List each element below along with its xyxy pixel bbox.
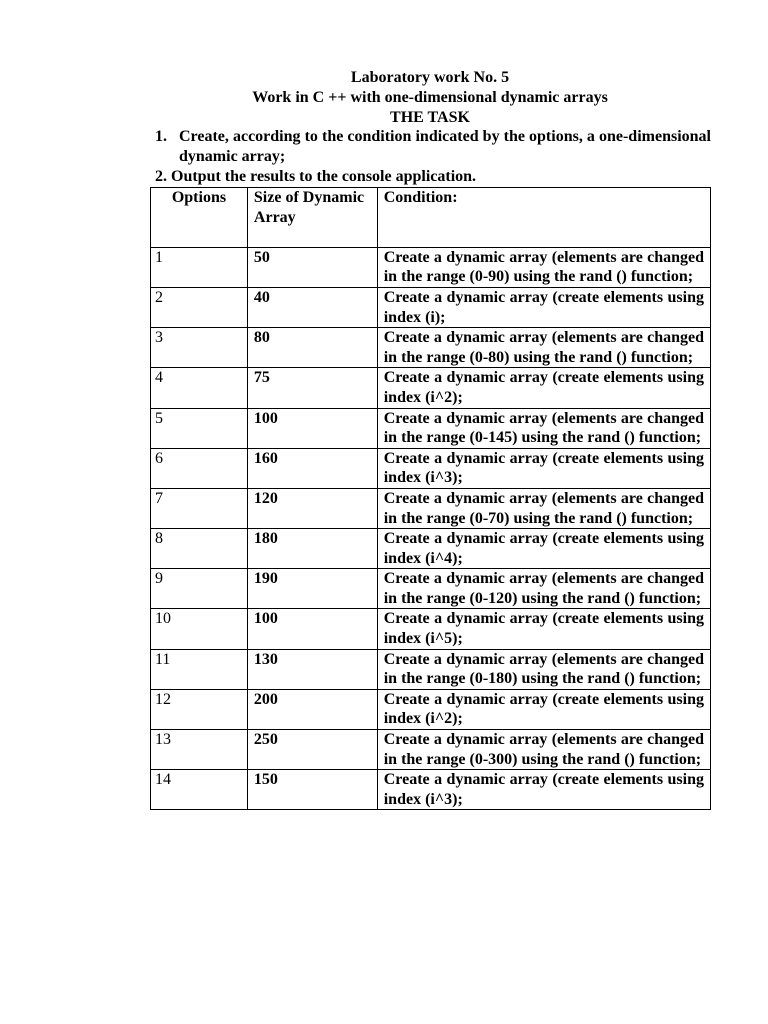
task-item-1-number: 1. xyxy=(155,128,167,145)
option-number-cell: 4 xyxy=(151,368,248,408)
table-row xyxy=(151,730,711,770)
array-size-cell: 80 xyxy=(247,328,377,368)
array-size-cell: 250 xyxy=(247,730,377,770)
array-size-cell: 100 xyxy=(247,408,377,448)
table-row xyxy=(151,408,711,448)
option-number-cell: 14 xyxy=(151,770,248,810)
array-size-cell: 180 xyxy=(247,529,377,569)
option-number-cell: 7 xyxy=(151,488,248,528)
option-number-cell: 8 xyxy=(151,529,248,569)
option-number-cell: 5 xyxy=(151,408,248,448)
option-number-cell: 9 xyxy=(151,569,248,609)
option-number-cell: 12 xyxy=(151,689,248,729)
table-row xyxy=(151,609,711,649)
option-number-cell: 1 xyxy=(151,247,248,287)
option-number-cell: 3 xyxy=(151,328,248,368)
array-size-cell: 120 xyxy=(247,488,377,528)
array-size-cell: 50 xyxy=(247,247,377,287)
lab-title: Laboratory work No. 5 xyxy=(350,69,510,86)
table-row xyxy=(151,649,711,689)
table-row xyxy=(151,488,711,528)
array-size-cell: 40 xyxy=(247,287,377,327)
size-header: Size of Dynamic Array xyxy=(247,188,377,248)
condition-cell: Create a dynamic array (create elements using index (i^5); xyxy=(377,609,710,649)
table-row xyxy=(151,569,711,609)
condition-cell: Create a dynamic array (create elements using index (i^4); xyxy=(377,529,710,569)
table-row xyxy=(151,770,711,810)
option-number-cell: 6 xyxy=(151,448,248,488)
condition-cell: Create a dynamic array (elements are changed in the range (0-300) using the rand () function; xyxy=(377,730,710,770)
table-row xyxy=(151,689,711,729)
condition-cell: Create a dynamic array (create elements using index (i^2); xyxy=(377,368,710,408)
task-item-1 xyxy=(155,127,711,167)
task-item-2: 2. Output the results to the console application. xyxy=(155,168,477,185)
array-size-cell: 75 xyxy=(247,368,377,408)
task-heading: THE TASK xyxy=(390,109,470,126)
condition-cell: Create a dynamic array (elements are changed in the range (0-80) using the rand () function; xyxy=(377,328,710,368)
table-row xyxy=(151,448,711,488)
option-number-cell: 13 xyxy=(151,730,248,770)
array-size-cell: 150 xyxy=(247,770,377,810)
array-size-cell: 160 xyxy=(247,448,377,488)
table-row xyxy=(151,287,711,327)
option-number-cell: 10 xyxy=(151,609,248,649)
lab-subtitle: Work in C ++ with one-dimensional dynamic arrays xyxy=(252,89,608,106)
table-row xyxy=(151,368,711,408)
table-row xyxy=(151,328,711,368)
table-row xyxy=(151,247,711,287)
condition-cell: Create a dynamic array (create elements using index (i^3); xyxy=(377,770,710,810)
task-item-1-text: Create, according to the condition indicated by the options, a one-dimensional dynamic array; xyxy=(179,128,711,165)
option-number-cell: 11 xyxy=(151,649,248,689)
option-number-cell: 2 xyxy=(151,287,248,327)
condition-cell: Create a dynamic array (create elements using index (i^2); xyxy=(377,689,710,729)
condition-cell: Create a dynamic array (elements are changed in the range (0-145) using the rand () function; xyxy=(377,408,710,448)
condition-cell: Create a dynamic array (create elements using index (i^3); xyxy=(377,448,710,488)
array-size-cell: 200 xyxy=(247,689,377,729)
options-header: Options xyxy=(151,188,248,248)
condition-cell: Create a dynamic array (elements are changed in the range (0-70) using the rand () function; xyxy=(377,488,710,528)
table-row xyxy=(151,529,711,569)
condition-cell: Create a dynamic array (create elements using index (i); xyxy=(377,287,710,327)
options-table xyxy=(150,187,711,810)
condition-header: Condition: xyxy=(377,188,710,248)
condition-cell: Create a dynamic array (elements are changed in the range (0-120) using the rand () function; xyxy=(377,569,710,609)
array-size-cell: 130 xyxy=(247,649,377,689)
condition-cell: Create a dynamic array (elements are changed in the range (0-180) using the rand () function; xyxy=(377,649,710,689)
array-size-cell: 190 xyxy=(247,569,377,609)
table-header-row xyxy=(151,188,711,248)
condition-cell: Create a dynamic array (elements are changed in the range (0-90) using the rand () function; xyxy=(377,247,710,287)
array-size-cell: 100 xyxy=(247,609,377,649)
